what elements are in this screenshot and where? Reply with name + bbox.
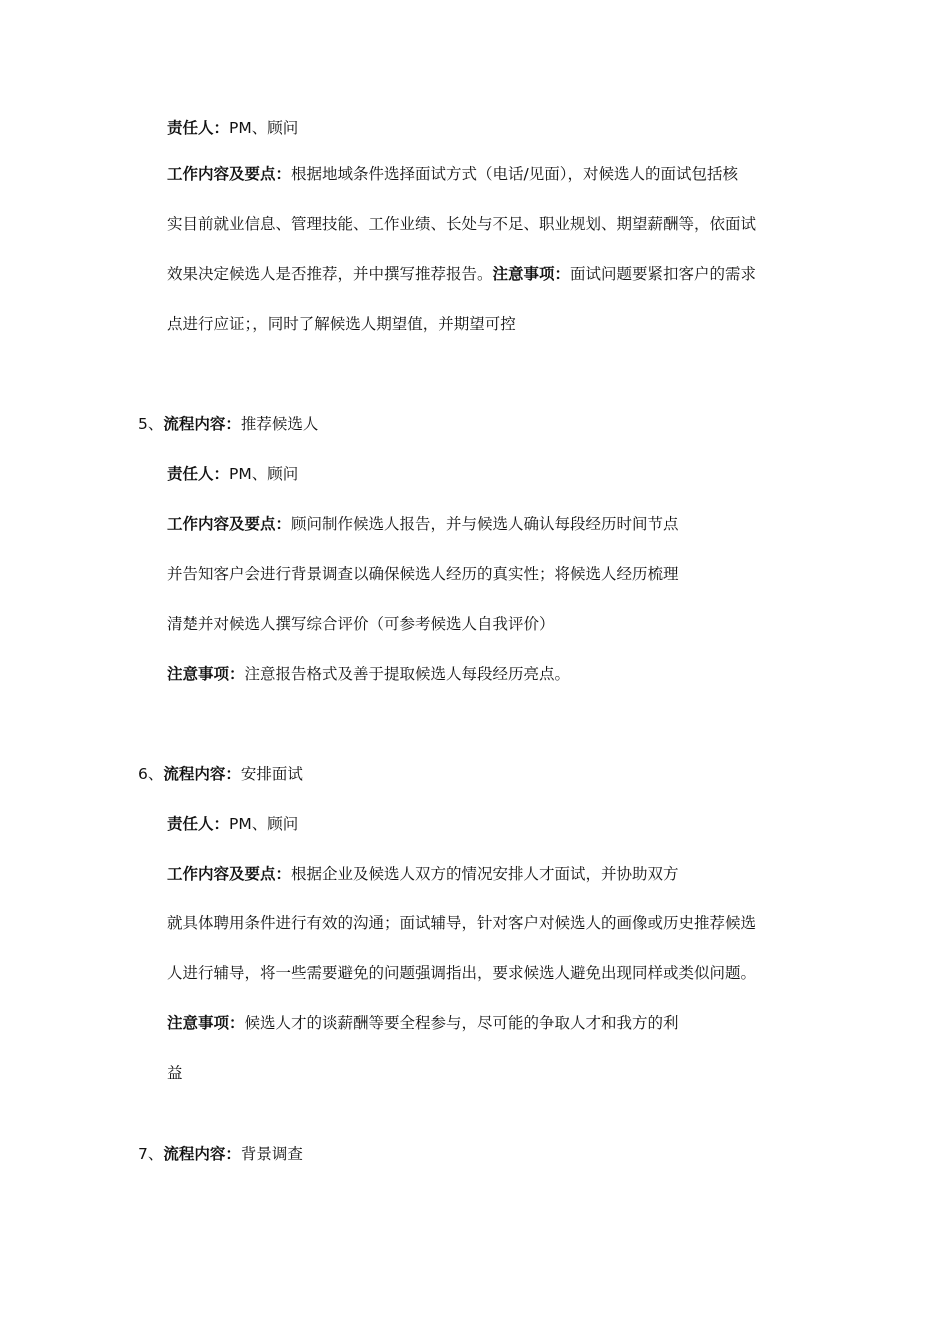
note-text: 注意报告格式及善于提取候选人每段经历亮点。 xyxy=(244,665,571,683)
note-label: 注意事项： xyxy=(492,265,571,283)
note-label: 注意事项： xyxy=(167,665,245,683)
section-number: 6、 xyxy=(138,765,164,783)
process-label: 流程内容： xyxy=(163,415,241,433)
work-line: 就具体聘用条件进行有效的沟通；面试辅导，针对客户对候选人的画像或历史推荐候选 xyxy=(167,914,757,932)
work-line xyxy=(167,263,756,285)
process-heading-6 xyxy=(138,763,303,785)
work-line: 点进行应证；，同时了解候选人期望值，并期望可控 xyxy=(167,315,516,333)
process-value: 安排面试 xyxy=(240,765,303,783)
note-label: 注意事项： xyxy=(167,1014,245,1032)
work-line xyxy=(167,513,679,535)
owner-value: PM、顾问 xyxy=(229,815,299,833)
note-text: 面试问题要紧扣客户的需求 xyxy=(570,265,757,283)
note-text: 候选人才的谈薪酬等要全程参与，尽可能的争取人才和我方的利 xyxy=(244,1014,679,1032)
work-label: 工作内容及要点： xyxy=(167,165,292,183)
work-line xyxy=(167,163,738,185)
section-number: 7、 xyxy=(138,1145,164,1163)
owner-line xyxy=(167,463,298,485)
owner-value: PM、顾问 xyxy=(229,465,299,483)
process-label: 流程内容： xyxy=(163,765,241,783)
process-value: 推荐候选人 xyxy=(240,415,319,433)
process-heading-7 xyxy=(138,1143,303,1165)
work-text: 效果决定候选人是否推荐，并中撰写推荐报告。 xyxy=(167,265,493,283)
work-label: 工作内容及要点： xyxy=(167,865,292,883)
process-label: 流程内容： xyxy=(163,1145,241,1163)
work-label: 工作内容及要点： xyxy=(167,515,292,533)
owner-label: 责任人： xyxy=(167,119,230,137)
owner-label: 责任人： xyxy=(167,815,230,833)
owner-label: 责任人： xyxy=(167,465,230,483)
work-line: 并告知客户会进行背景调查以确保候选人经历的真实性；将候选人经历梳理 xyxy=(167,565,679,583)
note-line xyxy=(167,663,570,685)
owner-line xyxy=(167,813,298,835)
work-line xyxy=(167,863,679,885)
work-line: 清楚并对候选人撰写综合评价（可参考候选人自我评价） xyxy=(167,615,555,633)
note-line xyxy=(167,1012,679,1034)
work-text: 根据企业及候选人双方的情况安排人才面试，并协助双方 xyxy=(291,865,679,883)
work-line: 实目前就业信息、管理技能、工作业绩、长处与不足、职业规划、期望薪酬等，依面试 xyxy=(167,215,757,233)
work-line: 人进行辅导，将一些需要避免的问题强调指出，要求候选人避免出现同样或类似问题。 xyxy=(167,964,757,982)
work-text: 顾问制作候选人报告，并与候选人确认每段经历时间节点 xyxy=(291,515,679,533)
owner-line xyxy=(167,117,298,139)
note-line: 益 xyxy=(167,1064,183,1082)
process-value: 背景调查 xyxy=(240,1145,303,1163)
owner-value: PM、顾问 xyxy=(229,119,299,137)
section-number: 5、 xyxy=(138,415,164,433)
process-heading-5 xyxy=(138,413,318,435)
work-text: 根据地域条件选择面试方式（电话/见面），对候选人的面试包括核 xyxy=(291,165,738,183)
